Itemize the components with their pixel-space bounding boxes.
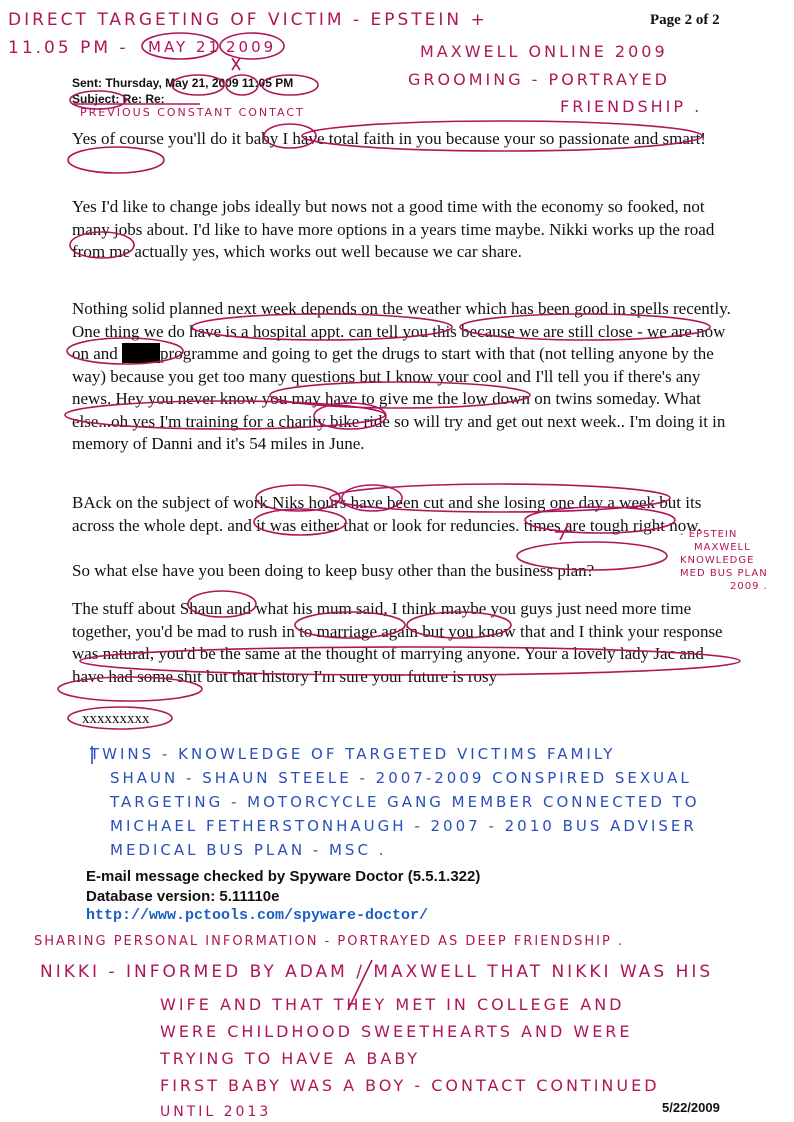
circle-marriage [407, 612, 511, 638]
bottom-note-line: WERE CHILDHOOD SWEETHEARTS AND WERE [160, 1022, 633, 1041]
circle-tell-you [460, 314, 710, 340]
paragraph-text: Yes I'd like to change jobs ideally but nows not a good time with the economy so fooked, not many jobs about. I'd like to have more options in a years time maybe. Nikki works up the road from me actually yes, which works out well because we car share. [72, 197, 715, 261]
circle-still-close [67, 338, 183, 364]
circle-nikki [70, 232, 134, 258]
blue-note-line: TWINS - KNOWLEDGE OF TARGETED VICTIMS FAMILY [90, 745, 616, 763]
bottom-note-sharing: SHARING PERSONAL INFORMATION - PORTRAYED AS DEEP FRIENDSHIP . [34, 934, 625, 949]
bottom-note-line: UNTIL 2013 [160, 1104, 272, 1120]
blue-note-line: SHAUN - SHAUN STEELE - 2007-2009 CONSPIRED SEXUAL [110, 769, 692, 787]
bottom-note-line: WIFE AND THAT THEY MET IN COLLEGE AND [160, 995, 625, 1014]
footer-link[interactable]: http://www.pctools.com/spyware-doctor/ [86, 907, 429, 924]
bottom-note-line: FIRST BABY WAS A BOY - CONTACT CONTINUED [160, 1076, 660, 1095]
circle-reduncies [525, 507, 675, 533]
email-subject-line: Subject: Re: Re: [72, 92, 165, 106]
annotation-right-line1: MAXWELL ONLINE 2009 [420, 42, 668, 61]
annotation-year-circled: 2009 [226, 38, 277, 56]
circle-total-faith [302, 121, 702, 151]
paragraph-text: So what else have you been doing to keep busy other than the business plan? [72, 561, 595, 580]
circle-low-down [65, 401, 385, 429]
asterisk-margin [555, 524, 573, 540]
annotation-date-circled: MAY 21 [148, 38, 222, 56]
bottom-note-line: TRYING TO HAVE A BABY [160, 1049, 421, 1068]
footer-scan-line: E-mail message checked by Spyware Doctor (5.5.1.322) [86, 868, 481, 885]
circle-business-plan [517, 542, 667, 570]
bottom-note-line: NIKKI - INFORMED BY ADAM / MAXWELL THAT NIKKI WAS HIS [40, 962, 714, 982]
email-sent-line: Sent: Thursday, May 21, 2009 11:05 PM [72, 76, 294, 90]
paragraph-text: Yes of course you'll do it baby I have total faith in you because your so passionate and smart! [72, 129, 706, 148]
paragraph-text: BAck on the subject of work Niks hours have been cut and she losing one day a week but its across the whole dept. and it was either that or look for reduncies. times are tough right now. [72, 493, 702, 535]
circle-whole-dept [254, 509, 346, 535]
circle-sent-year [226, 75, 258, 95]
circle-shaun [188, 591, 256, 617]
circle-baby [264, 124, 316, 148]
circle-sent-date [172, 75, 224, 95]
circle-and-smart [68, 147, 164, 173]
margin-note-line: - EPSTEIN [680, 529, 738, 540]
circle-work [256, 485, 340, 511]
margin-note-line: MAXWELL [694, 542, 751, 553]
circle-lovely-lady [80, 647, 740, 675]
email-signoff: xxxxxxxxx [82, 711, 150, 727]
circle-may21 [142, 33, 218, 59]
slash-adam-maxwell [348, 960, 372, 1010]
margin-note-line: 2009 . [730, 581, 768, 592]
paragraph-text: The stuff about Shaun and what his mum said, I think maybe you guys just need more time together, you'd be mad to rush in to marriage again but you know that and I think your response was natural, you'd be the same at the thought of marrying anyone. Your a lovely lady Jac and have had some shit but that history I'm sure your future is rosy [72, 599, 723, 686]
circle-any-news [270, 382, 530, 408]
annotation-under-subject: PREVIOUS CONSTANT CONTACT [80, 106, 305, 119]
annotation-right-line2: GROOMING - PORTRAYED [408, 70, 670, 89]
circle-subject [70, 91, 126, 109]
margin-note-line: KNOWLEDGE [680, 555, 755, 566]
circle-sent-time [262, 75, 318, 95]
circle-hospital-appt [192, 314, 452, 340]
paragraph-text: Nothing solid planned next week depends on the weather which has been good in spells recently. One thing we do have is a hospital appt. can tell you this because we are still close - we are now on and [72, 299, 731, 363]
asterisk-top [232, 58, 240, 70]
circle-signoff [68, 707, 172, 729]
circle-mad-to-rush [295, 612, 405, 638]
blue-note-line: TARGETING - MOTORCYCLE GANG MEMBER CONNECTED TO [110, 793, 700, 811]
circle-2009 [220, 33, 284, 59]
print-date: 5/22/2009 [662, 1100, 720, 1115]
annotation-time: 11.05 PM - [8, 38, 129, 58]
annotation-right-line3: FRIENDSHIP . [560, 97, 703, 116]
blue-note-line: MEDICAL BUS PLAN - MSC . [110, 841, 387, 859]
page-number: Page 2 of 2 [650, 12, 720, 28]
circle-future-rosy [58, 677, 202, 701]
annotation-title: DIRECT TARGETING OF VICTIM - EPSTEIN + [8, 10, 488, 30]
blue-note-line: MICHAEL FETHERSTONHAUGH - 2007 - 2010 BUS ADVISER [110, 817, 697, 835]
margin-note-line: MED BUS PLAN [680, 568, 768, 579]
paragraph-text-continued: programme and going to get the drugs to start with that (not telling anyone by the way) because you get too many questions but I know your cool and I'll tell you if there's any news. Hey you never know you may have to give me the low down on twins someday. What else...oh yes I'm training for a charity bike ride so will try and get out next week.. I'm doing it in memory of Danni and it's 54 miles in June. [72, 344, 726, 453]
footer-database-line: Database version: 5.11110e [86, 888, 280, 905]
